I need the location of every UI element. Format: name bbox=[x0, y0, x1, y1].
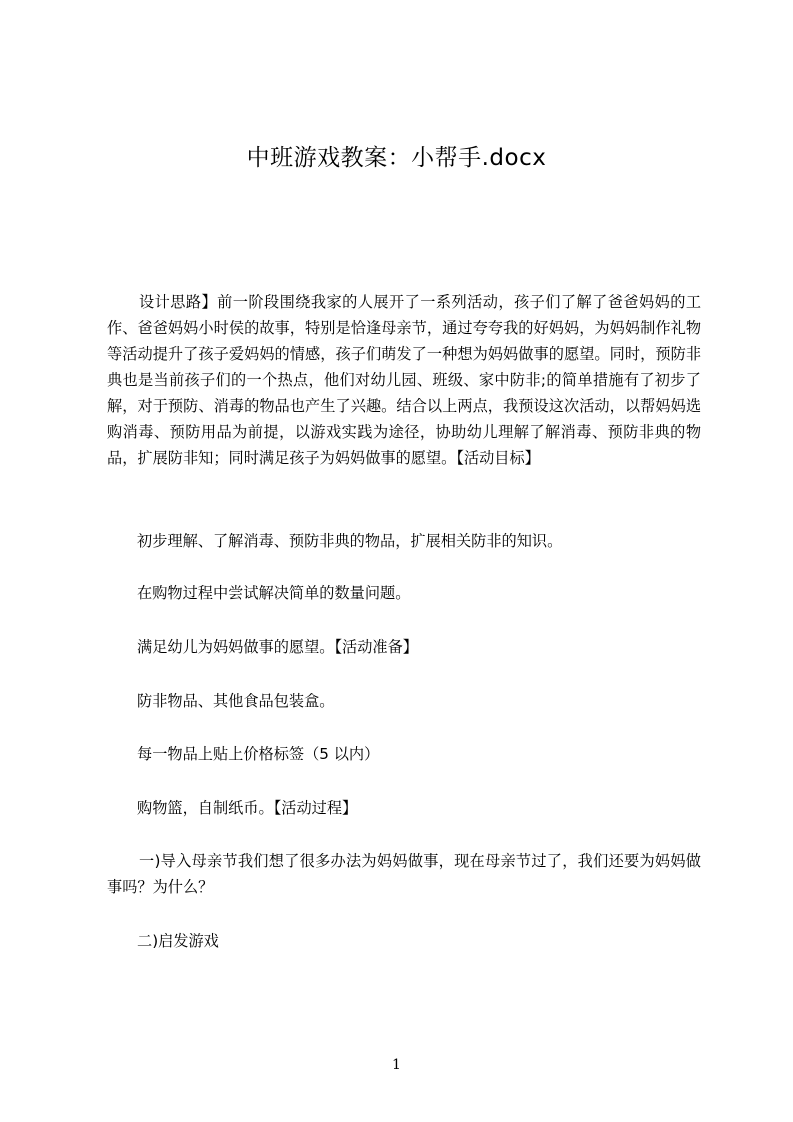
preparation-item-1: 防非物品、其他食品包装盒。 bbox=[137, 692, 335, 710]
goal-item-3: 满足幼儿为妈妈做事的愿望。【活动准备】 bbox=[137, 638, 418, 656]
document-title: 中班游戏教案：小帮手.docx bbox=[246, 145, 547, 171]
design-idea-paragraph: 设计思路】前一阶段围绕我家的人展开了一系列活动，孩子们了解了爸爸妈妈的工作、爸爸妈妈小时侯的故事，特别是恰逢母亲节，通过夸夸我的好妈妈，为妈妈制作礼物等活动提升了孩子爱妈妈的情感，孩子们萌发了一种想为妈妈做事的愿望。同时，预防非典也是当前孩子们的一个热点，他们对幼儿园、班级、家中防非;的简单措施有了初步了解，对于预防、消毒的物品也产生了兴趣。结合以上两点，我预设这次活动，以帮妈妈选购消毒、预防用品为前提，以游戏实践为途径，协助幼儿理解了解消毒、预防非典的物品，扩展防非知；同时满足孩子为妈妈做事的愿望。【活动目标】 bbox=[107, 293, 701, 467]
page-number: 1 bbox=[392, 1057, 401, 1073]
preparation-item-2: 每一物品上贴上价格标签（5 以内） bbox=[137, 745, 380, 763]
goal-item-1: 初步理解、了解消毒、预防非典的物品，扩展相关防非的知识。 bbox=[137, 532, 563, 550]
process-step-1: 一)导入母亲节我们想了很多办法为妈妈做事，现在母亲节过了，我们还要为妈妈做事吗？为什么？ bbox=[107, 852, 701, 896]
process-step-2: 二)启发游戏 bbox=[137, 932, 219, 950]
preparation-item-3: 购物篮，自制纸币。【活动过程】 bbox=[137, 799, 358, 817]
goal-item-2: 在购物过程中尝试解决简单的数量问题。 bbox=[137, 584, 411, 602]
